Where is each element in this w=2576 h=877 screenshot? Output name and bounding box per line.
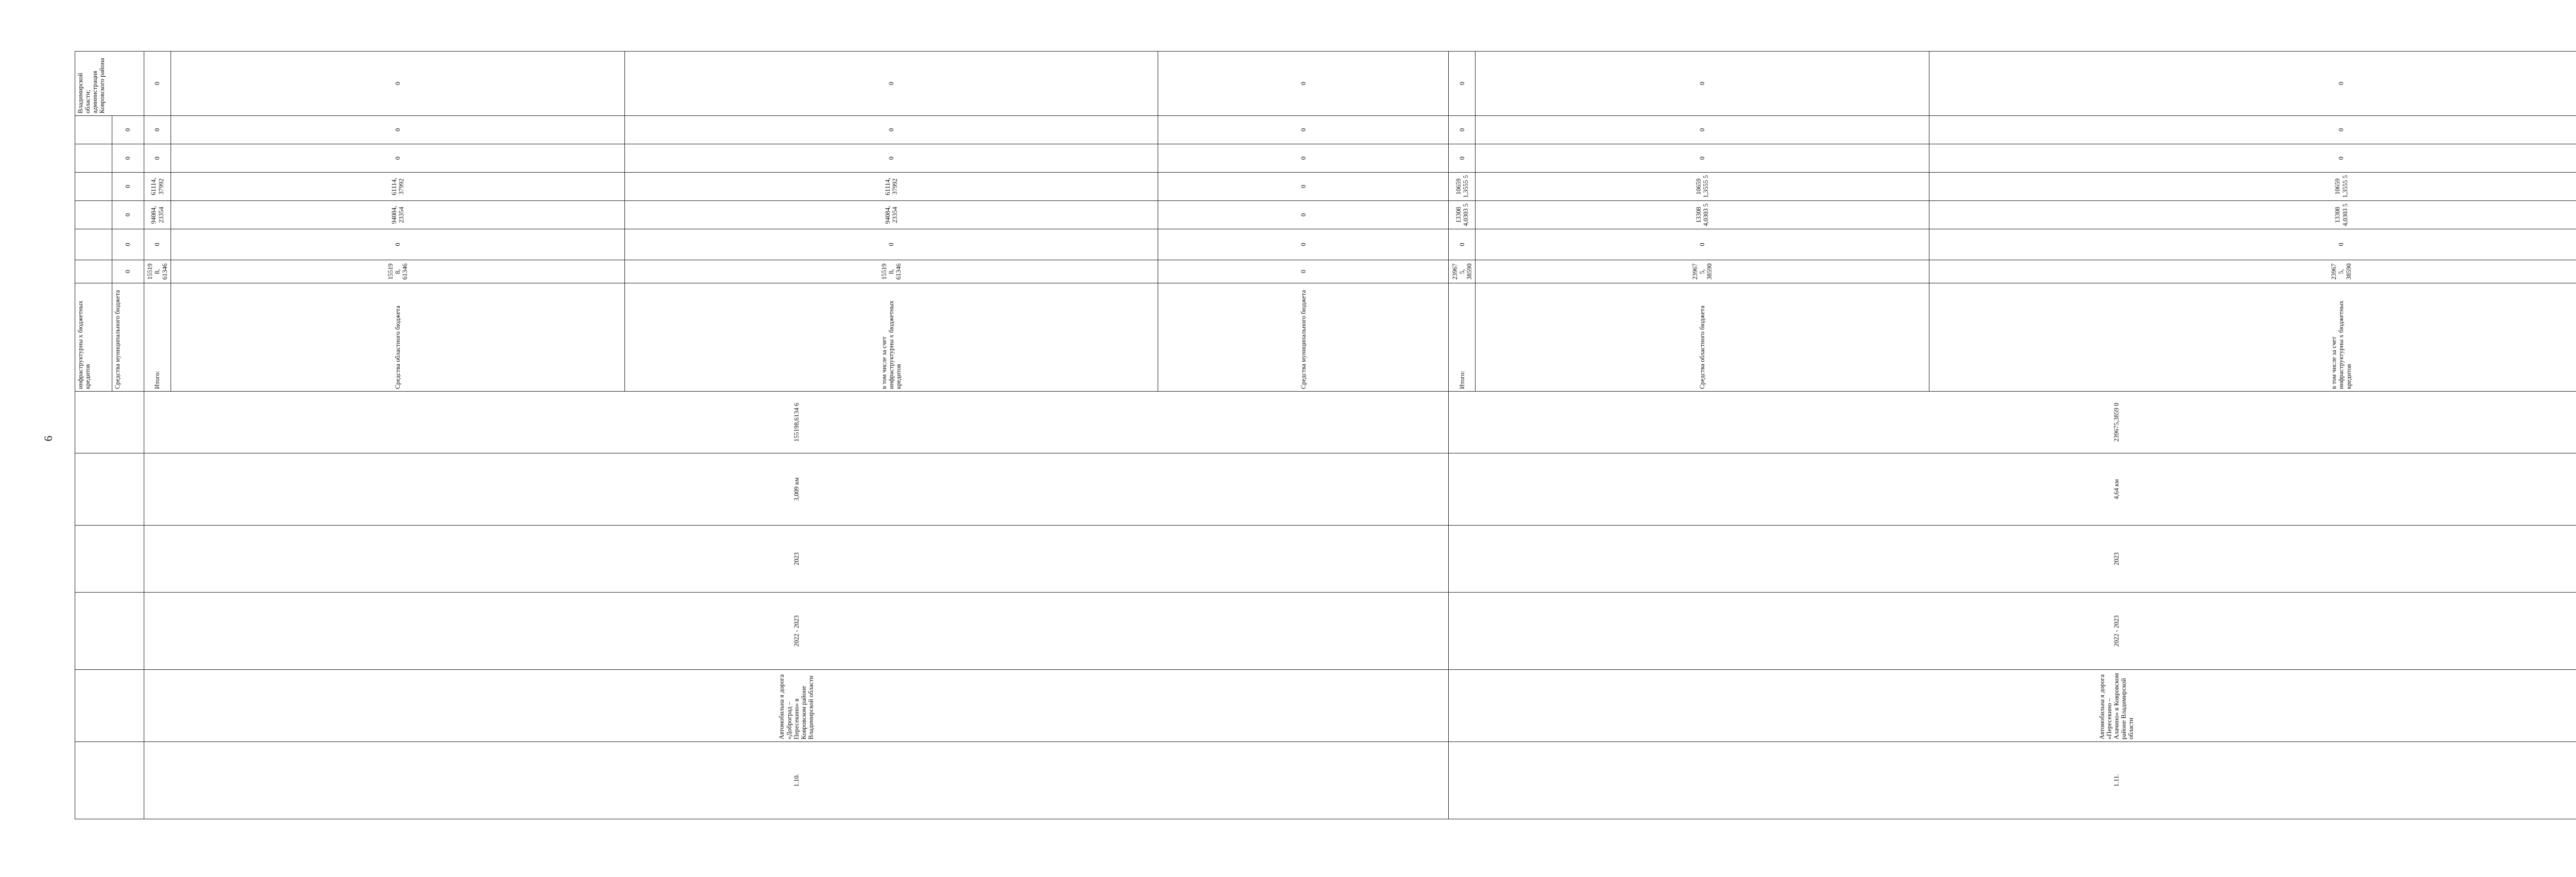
value-cell: 0 bbox=[144, 52, 171, 116]
source-label: в том числе за счет инфраструктурны х бюджетных кредитов bbox=[624, 283, 1158, 392]
value-cell: 61114, 37992 bbox=[624, 173, 1158, 201]
value-cell: 0 bbox=[112, 201, 144, 229]
source-label: Средства муниципального бюджета bbox=[1158, 283, 1449, 392]
value-cell: 0 bbox=[1158, 116, 1449, 144]
capacity: 3,009 км bbox=[144, 453, 1449, 526]
value-cell: 0 bbox=[112, 144, 144, 173]
source-label: Итого: bbox=[144, 283, 171, 392]
value-cell: 0 bbox=[112, 260, 144, 283]
period: 2022 - 2023 bbox=[144, 593, 1449, 670]
source-label: инфраструктурны х бюджетных кредитов bbox=[75, 283, 112, 392]
value-cell: 61114, 37992 bbox=[144, 173, 171, 201]
value-cell: 94084, 23354 bbox=[624, 201, 1158, 229]
value-cell: 0 bbox=[1158, 144, 1449, 173]
cost: 155198,6134 6 bbox=[144, 392, 1449, 453]
value-cell: 13308 4,0303 5 bbox=[1476, 201, 1929, 229]
value-cell: 0 bbox=[171, 144, 625, 173]
value-cell: 0 bbox=[144, 144, 171, 173]
object-name: Автомобильна я дорога «Доброград – Пересекино» в Ковровском районе Владимирской области bbox=[144, 670, 1449, 742]
investment-table bbox=[75, 51, 2576, 819]
value-cell: 0 bbox=[1929, 52, 2576, 116]
value-cell: 0 bbox=[144, 116, 171, 144]
value-cell: 0 bbox=[624, 144, 1158, 173]
value-cell: 0 bbox=[624, 116, 1158, 144]
row-number: 1.11. bbox=[1449, 742, 2576, 819]
period: 2022 - 2023 bbox=[1449, 593, 2576, 670]
value-cell: 239675, 38590 bbox=[1476, 260, 1929, 283]
value-cell: 155198, 61346 bbox=[624, 260, 1158, 283]
value-cell: 0 bbox=[1449, 229, 1476, 260]
value-cell: 0 bbox=[1929, 116, 2576, 144]
value-cell: 0 bbox=[1449, 144, 1476, 173]
value-cell: 0 bbox=[1158, 201, 1449, 229]
value-cell: 0 bbox=[1158, 173, 1449, 201]
value-cell: 10659 1,3555 5 bbox=[1476, 173, 1929, 201]
value-cell: 0 bbox=[171, 116, 625, 144]
year: 2023 bbox=[144, 526, 1449, 593]
table-row bbox=[144, 52, 171, 819]
source-label: в том числе за счет инфраструктурны х бюджетных кредитов bbox=[1929, 283, 2576, 392]
value-cell: 0 bbox=[1158, 229, 1449, 260]
value-cell: 0 bbox=[144, 229, 171, 260]
value-cell: 0 bbox=[112, 173, 144, 201]
row-number: 1.10. bbox=[144, 742, 1449, 819]
year: 2023 bbox=[1449, 526, 2576, 593]
value-cell: 0 bbox=[1929, 229, 2576, 260]
table-row bbox=[1449, 52, 1476, 819]
value-cell: 155198, 61346 bbox=[171, 260, 625, 283]
value-cell: 0 bbox=[1476, 229, 1929, 260]
source-label: Средства муниципального бюджета bbox=[112, 283, 144, 392]
capacity: 4,64 км bbox=[1449, 453, 2576, 526]
page-number: 6 bbox=[42, 435, 55, 442]
value-cell: 0 bbox=[1449, 116, 1476, 144]
value-cell: 239675, 38590 bbox=[1929, 260, 2576, 283]
value-cell: 61114, 37992 bbox=[171, 173, 625, 201]
value-cell: 10659 1,3555 5 bbox=[1449, 173, 1476, 201]
value-cell: 0 bbox=[1929, 144, 2576, 173]
source-label: Средства областного бюджета bbox=[171, 283, 625, 392]
object-name: Автомобильна я дорога «Пересекино – Алачино» в Ковровском районе Владимирской области bbox=[1449, 670, 2576, 742]
value-cell: 0 bbox=[624, 229, 1158, 260]
value-cell: 0 bbox=[1449, 52, 1476, 116]
value-cell: 0 bbox=[1476, 144, 1929, 173]
value-cell: 239675, 38590 bbox=[1449, 260, 1476, 283]
continuation-row-1 bbox=[75, 52, 112, 819]
value-cell: 94084, 23354 bbox=[144, 201, 171, 229]
cost: 239675,3859 0 bbox=[1449, 392, 2576, 453]
value-cell: 0 bbox=[171, 52, 625, 116]
value-cell: 0 bbox=[1158, 52, 1449, 116]
value-cell: 13308 4,0303 5 bbox=[1449, 201, 1476, 229]
source-label: Итого: bbox=[1449, 283, 1476, 392]
source-label: Средства областного бюджета bbox=[1476, 283, 1929, 392]
value-cell: 0 bbox=[112, 116, 144, 144]
value-cell: 155198, 61346 bbox=[144, 260, 171, 283]
value-cell: 0 bbox=[1158, 260, 1449, 283]
value-cell: 0 bbox=[624, 52, 1158, 116]
responsible-cell: Владимирской области; администрация Ковровского района bbox=[75, 52, 144, 116]
value-cell: 0 bbox=[1476, 116, 1929, 144]
rotated-table-wrapper bbox=[75, 52, 2352, 819]
value-cell: 0 bbox=[112, 229, 144, 260]
value-cell: 94084, 23354 bbox=[171, 201, 625, 229]
value-cell: 13308 4,0303 5 bbox=[1929, 201, 2576, 229]
value-cell: 0 bbox=[1476, 52, 1929, 116]
value-cell: 0 bbox=[171, 229, 625, 260]
value-cell: 10659 1,3555 5 bbox=[1929, 173, 2576, 201]
